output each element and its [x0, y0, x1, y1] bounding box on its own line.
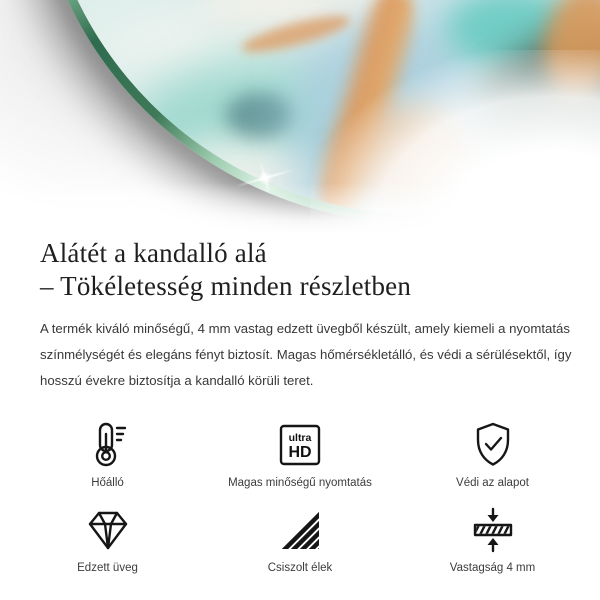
feature-thickness [425, 505, 560, 574]
marble-dark-accent [225, 93, 295, 138]
feature-polished-edges [175, 505, 425, 574]
description-section [0, 233, 600, 574]
product-photo [0, 0, 600, 233]
feature-label: Védi az alapot [456, 477, 529, 489]
title-line-1: Alátét a kandalló alá [40, 238, 267, 268]
thermometer-icon [86, 420, 130, 470]
polished-edge-icon [278, 505, 322, 555]
feature-label: Magas minőségű nyomtatás [228, 477, 372, 489]
feature-label: Csiszolt élek [267, 562, 333, 574]
feature-grid [40, 420, 560, 574]
feature-heat-resistant [40, 420, 175, 489]
diamond-icon [85, 505, 131, 555]
shield-check-icon [471, 420, 515, 470]
feature-label: Hőálló [91, 477, 124, 489]
svg-text:HD: HD [288, 444, 312, 461]
feature-label: Edzett üveg [77, 562, 138, 574]
feature-tempered-glass [40, 505, 175, 574]
photo-fade [0, 183, 600, 233]
thickness-icon [471, 505, 515, 555]
svg-text:ultra: ultra [288, 432, 312, 444]
product-description: A termék kiváló minőségű, 4 mm vastag edzett üvegből készült, amely kiemeli a nyomtatás színmélységét és elegáns fényt biztosít. Magas hőmérsékletálló, és védi a sérülésektől, így hosszú évekre biztosítja a kandalló körüli teret. [40, 321, 572, 388]
title-line-2: – Tökéletesség minden részletben [40, 271, 412, 301]
feature-protects-base [425, 420, 560, 489]
feature-label: Vastagság 4 mm [449, 562, 536, 574]
ultra-hd-icon [278, 420, 322, 470]
feature-ultra-hd-print [175, 420, 425, 489]
page-title [40, 237, 560, 303]
